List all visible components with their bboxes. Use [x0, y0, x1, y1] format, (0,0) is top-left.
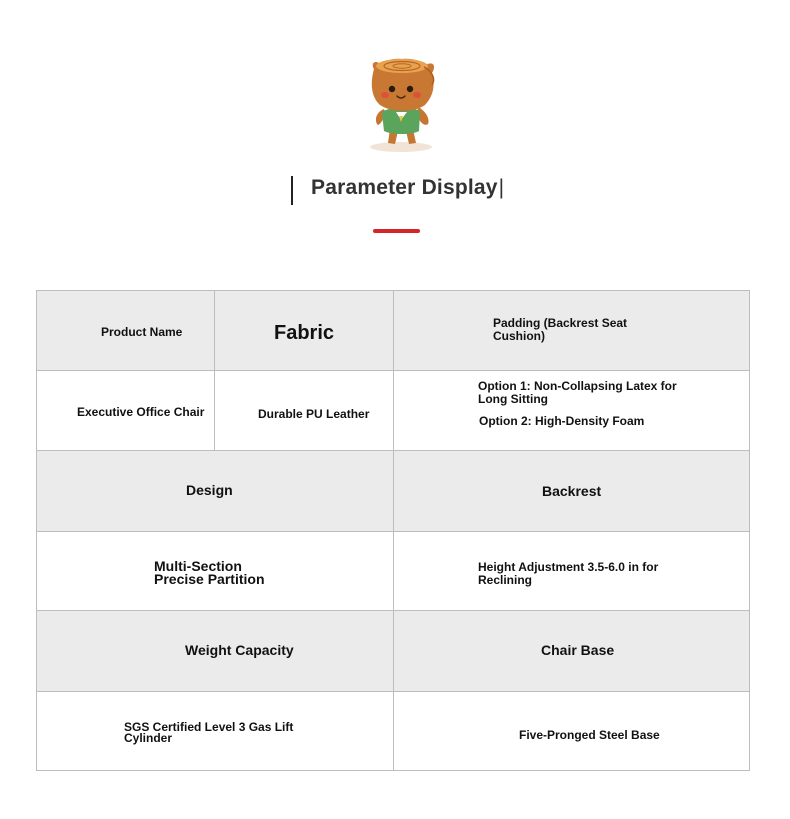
padding-label: Padding (Backrest Seat Cushion) — [493, 316, 628, 343]
parameter-table — [36, 290, 750, 771]
fabric-label: Fabric — [274, 322, 335, 344]
weight-capacity-value: SGS Certified Level 3 Gas Lift Cylinder — [124, 720, 294, 745]
cell-padding-label — [393, 290, 750, 370]
cell-design-label — [36, 450, 393, 531]
fabric-value: Durable PU Leather — [258, 407, 370, 421]
padding-option-1: Option 1: Non-Collapsing Latex for Long Sitting — [478, 379, 677, 406]
backrest-label: Backrest — [542, 483, 602, 499]
design-label: Design — [186, 482, 233, 498]
tree-stump-mascot-icon — [362, 55, 442, 155]
title-accent-bar — [291, 176, 293, 205]
product-name-label: Product Name — [101, 325, 183, 339]
cell-fabric-value — [214, 370, 393, 450]
page-title: Parameter Display | — [311, 176, 504, 200]
weight-capacity-label: Weight Capacity — [185, 642, 294, 658]
cell-design-value — [36, 531, 393, 610]
product-name-value: Executive Office Chair — [77, 405, 205, 419]
cell-product-name-value — [36, 370, 214, 450]
cell-fabric-label — [214, 290, 393, 370]
cell-backrest-value — [393, 531, 750, 610]
title-underline — [373, 229, 420, 233]
cell-weight-value — [36, 691, 393, 771]
chair-base-label: Chair Base — [541, 642, 615, 658]
section-title — [290, 168, 510, 216]
design-value: Multi-Section Precise Partition — [154, 558, 265, 587]
cell-product-name-label — [36, 290, 214, 370]
padding-option-2: Option 2: High-Density Foam — [479, 414, 645, 428]
chair-base-value: Five-Pronged Steel Base — [519, 728, 660, 742]
cell-base-label — [393, 610, 750, 691]
cell-weight-label — [36, 610, 393, 691]
cell-backrest-label — [393, 450, 750, 531]
backrest-value: Height Adjustment 3.5-6.0 in for Reclining — [478, 560, 659, 587]
cell-base-value — [393, 691, 750, 771]
cell-padding-value — [393, 370, 750, 450]
